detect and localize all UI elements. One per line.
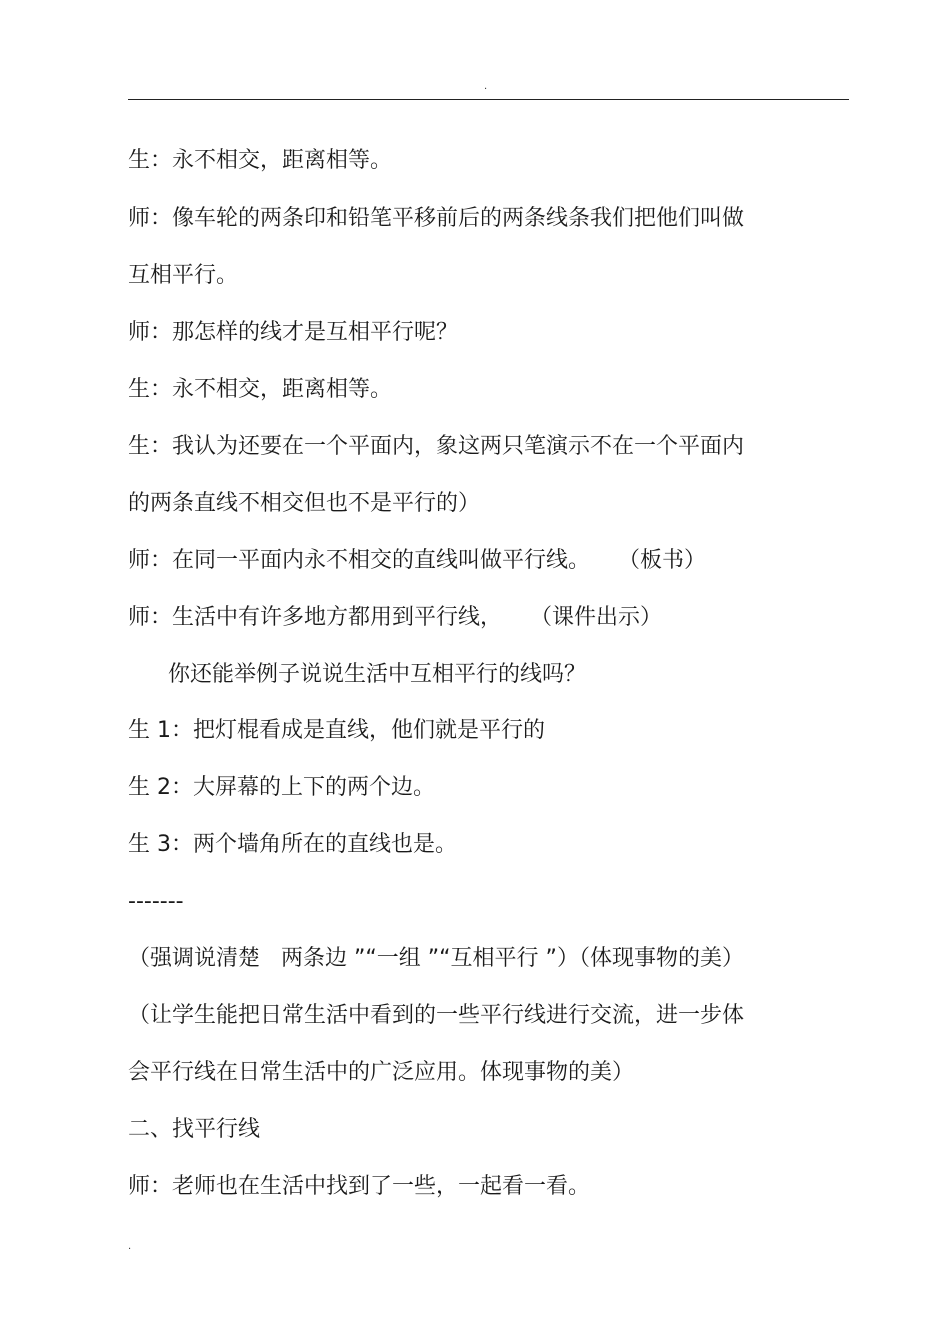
text-line: 师：生活中有许多地方都用到平行线， （课件出示） xyxy=(128,605,662,630)
text-line: （强调说清楚 两条边 ”“一组 ”“互相平行 ”）（体现事物的美） xyxy=(128,946,744,971)
text-line: 师：像车轮的两条印和铅笔平移前后的两条线条我们把他们叫做 xyxy=(128,206,745,231)
text-line: 互相平行。 xyxy=(128,263,239,288)
text-line: 生：永不相交，距离相等。 xyxy=(128,377,393,402)
text-line: 会平行线在日常生活中的广泛应用。体现事物的美） xyxy=(128,1060,635,1085)
text-line: ------- xyxy=(128,889,184,914)
text-line: 生：永不相交，距离相等。 xyxy=(128,148,393,173)
text-line: 生 3：两个墙角所在的直线也是。 xyxy=(128,832,457,857)
text-line: 师：那怎样的线才是互相平行呢？ xyxy=(128,320,459,345)
text-line: 生：我认为还要在一个平面内，象这两只笔演示不在一个平面内 xyxy=(128,434,745,459)
text-line: 你还能举例子说说生活中互相平行的线吗？ xyxy=(168,662,587,687)
text-line: 师：老师也在生活中找到了一些，一起看一看。 xyxy=(128,1174,591,1199)
text-line: 二、找平行线 xyxy=(128,1117,261,1142)
text-line: 的两条直线不相交但也不是平行的） xyxy=(128,491,481,516)
header-rule xyxy=(128,99,849,100)
header-mark: . xyxy=(484,81,488,92)
text-line: （让学生能把日常生活中看到的一些平行线进行交流，进一步体 xyxy=(128,1003,745,1028)
footer-mark: . xyxy=(128,1241,132,1252)
text-line: 师：在同一平面内永不相交的直线叫做平行线。 （板书） xyxy=(128,548,706,573)
text-line: 生 1：把灯棍看成是直线，他们就是平行的 xyxy=(128,718,545,743)
text-line: 生 2：大屏幕的上下的两个边。 xyxy=(128,775,435,800)
